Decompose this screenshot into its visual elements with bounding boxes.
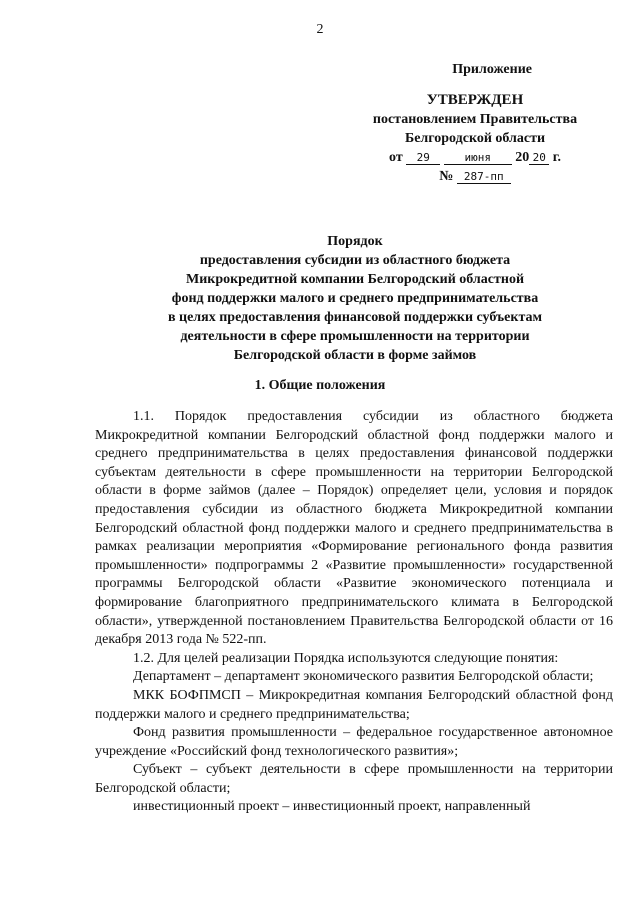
year-suffix: 20: [529, 151, 549, 165]
title-heading: Порядок: [327, 234, 383, 249]
paragraph: Субъект – субъект деятельности в сфере промышленности на территории Белгородской области;: [95, 762, 613, 796]
year-label: г.: [552, 150, 561, 165]
appendix-label: Приложение: [452, 62, 532, 77]
document-body: [95, 408, 613, 817]
date-month: июня: [444, 151, 512, 165]
section-heading: 1. Общие положения: [254, 378, 386, 393]
title-line: в целях предоставления финансовой поддержки субъектам: [167, 310, 543, 325]
paragraph: Фонд развития промышленности – федеральное государственное автономное учреждение «Российский фонд технологического развития»;: [95, 725, 613, 759]
title-line: фонд поддержки малого и среднего предпринимательства: [171, 291, 539, 306]
paragraph: 1.1. Порядок предоставления субсидии из областного бюджета Микрокредитной компании Белгородский областной фонд поддержки малого и среднего предпринимательства в целях предоставления финансовой поддержки субъектам деятельности в сфере промышленности на территории Белгородской области в форме займов (далее – Порядок) определяет цели, условия и порядок предоставления субсидии из областного бюджета Микрокредитной компании Белгородский областной фонд поддержки малого и среднего предпринимательства в рамках реализации мероприятия «Формирование регионального фонда развития промышленности» подпрограммы 2 «Развитие промышленности» государственной программы Белгородской области «Развитие экономического потенциала и формирование благоприятного предпринимательского климата в Белгородской области», утвержденной постановлением Правительства Белгородской области от 16 декабря 2013 года № 522-пп.: [95, 409, 613, 648]
title-line: деятельности в сфере промышленности на территории: [180, 329, 530, 344]
document-number: 287-пп: [457, 170, 511, 184]
approval-block: [330, 60, 620, 186]
date-day: 29: [406, 151, 440, 165]
document-title: [80, 232, 630, 365]
approval-line-1: постановлением Правительства: [372, 112, 578, 127]
title-line: предоставления субсидии из областного бюджета: [199, 253, 511, 268]
from-label: от: [389, 150, 403, 165]
title-line: Белгородской области в форме займов: [233, 348, 477, 363]
paragraph: 1.2. Для целей реализации Порядка используются следующие понятия:: [133, 650, 559, 666]
paragraph: Департамент – департамент экономического развития Белгородской области;: [133, 669, 594, 685]
year-prefix: 20: [515, 150, 530, 165]
paragraph: МКК БОФПМСП – Микрокредитная компания Белгородский областной фонд поддержки малого и среднего предпринимательства;: [95, 687, 613, 722]
number-label: №: [439, 169, 454, 184]
approval-number: [330, 167, 620, 186]
title-line: Микрокредитной компании Белгородский областной: [185, 272, 525, 287]
paragraph: инвестиционный проект – инвестиционный проект, направленный: [133, 799, 531, 815]
page-number: 2: [316, 22, 324, 37]
approval-date: [330, 148, 620, 167]
approved-heading: УТВЕРЖДЕН: [426, 92, 524, 108]
approval-line-2: Белгородской области: [404, 131, 546, 146]
